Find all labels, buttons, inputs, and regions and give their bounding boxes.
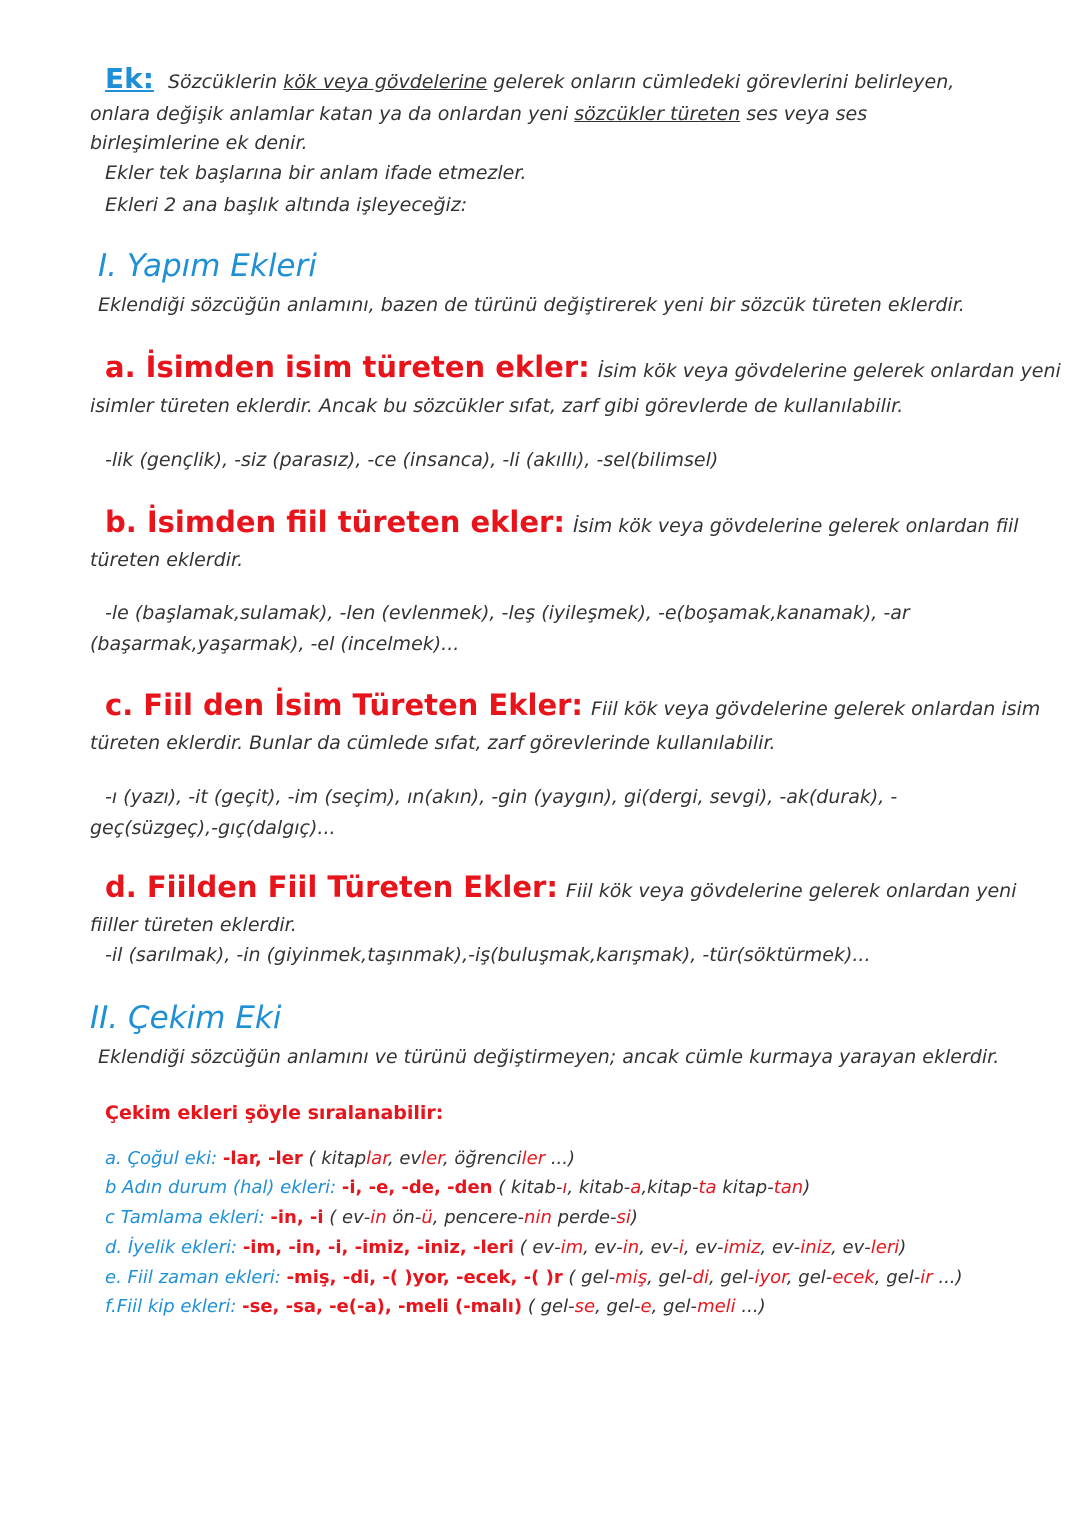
cekim-list-title: Çekim ekleri şöyle sıralanabilir:: [105, 1102, 444, 1124]
cekim-item-segment: miş: [615, 1267, 648, 1288]
cekim-item-segment: ...): [932, 1267, 963, 1288]
subsection-c-examples-1: -ı (yazı), -it (geçit), -im (seçim), ın(akın), -gin (yaygın), gi(dergi, sevgi), -ak(durak), -: [105, 786, 898, 808]
intro-line-3: birleşimlerine ek denir.: [90, 132, 308, 154]
cekim-item-segment: in: [622, 1237, 640, 1258]
cekim-item-segment: ( kitab-: [492, 1177, 563, 1198]
cekim-list-item: [105, 1148, 575, 1169]
cekim-item-segment: ( kitap: [302, 1148, 367, 1169]
cekim-item-segment: nin: [524, 1207, 552, 1228]
cekim-item-segment: ( ev-: [513, 1237, 561, 1258]
cekim-item-segment: ler: [421, 1148, 443, 1169]
cekim-item-segment: ...): [545, 1148, 576, 1169]
subsection-a-heading: a. İsimden isim türeten ekler:: [105, 350, 590, 384]
cekim-item-segment: ( gel-: [522, 1296, 575, 1317]
subsection-c-line-2: türeten eklerdir. Bunlar da cümlede sıfat, zarf görevlerinde kullanılabilir.: [90, 732, 776, 754]
cekim-item-segment: , ev-: [683, 1237, 724, 1258]
subsection-a-examples: -lik (gençlik), -siz (parasız), -ce (insanca), -li (akıllı), -sel(bilimsel): [105, 449, 719, 471]
cekim-item-segment: ): [803, 1177, 811, 1198]
subsection-c-heading: c. Fiil den İsim Türeten Ekler:: [105, 688, 584, 722]
cekim-item-segment: meli: [697, 1296, 736, 1317]
subsection-a-line-2: isimler türeten eklerdir. Ancak bu sözcükler sıfat, zarf gibi görevlerde de kullanılabilir.: [90, 395, 904, 417]
cekim-item-segment: tan: [773, 1177, 804, 1198]
cekim-item-segment: , öğrenci: [442, 1148, 522, 1169]
cekim-list-item: [105, 1177, 810, 1198]
cekim-item-segment: a: [630, 1177, 642, 1198]
cekim-item-segment: , pencere-: [432, 1207, 525, 1228]
ek-label: Ek:: [105, 62, 154, 95]
cekim-item-segment: di: [692, 1267, 709, 1288]
cekim-item-segment: -i, -e, -de, -den: [341, 1177, 493, 1198]
subsection-b-heading: b. İsimden fiil türeten ekler:: [105, 505, 565, 539]
subsection-b-examples-1: -le (başlamak,sulamak), -len (evlenmek), -leş (iyileşmek), -e(boşamak,kanamak), -ar: [105, 602, 910, 624]
subsection-d-heading: d. Fiilden Fiil Türeten Ekler:: [105, 870, 558, 904]
cekim-item-segment: e: [640, 1296, 652, 1317]
cekim-item-segment: -miş, -di, -( )yor, -ecek, -( )r: [286, 1267, 563, 1288]
subsection-d-line-2: fiiller türeten eklerdir.: [90, 914, 297, 936]
cekim-item-segment: se: [574, 1296, 596, 1317]
cekim-item-segment: perde-: [551, 1207, 617, 1228]
cekim-item-segment: b Adın durum (hal) ekleri:: [105, 1177, 342, 1198]
section-title-yapim: I. Yapım Ekleri: [98, 248, 317, 284]
cekim-item-segment: iyor: [754, 1267, 787, 1288]
cekim-item-segment: -in, -i: [270, 1207, 324, 1228]
cekim-list-item: [105, 1296, 766, 1317]
cekim-item-segment: ): [630, 1207, 638, 1228]
cekim-item-segment: a. Çoğul eki:: [105, 1148, 223, 1169]
cekim-item-segment: , ev-: [760, 1237, 801, 1258]
cekim-item-segment: lar: [366, 1148, 388, 1169]
cekim-item-segment: e. Fiil zaman ekleri:: [105, 1267, 287, 1288]
cekim-item-segment: d. İyelik ekleri:: [105, 1237, 243, 1258]
cekim-item-segment: ü: [421, 1207, 433, 1228]
cekim-item-segment: ta: [698, 1177, 717, 1198]
cekim-item-segment: , ev-: [639, 1237, 679, 1258]
subsection-b-line-2: türeten eklerdir.: [90, 549, 244, 571]
intro-line-2: onlara değişik anlamlar katan ya da onlardan yeni sözcükler türeten ses veya ses: [90, 103, 868, 125]
cekim-item-segment: im: [560, 1237, 584, 1258]
cekim-item-segment: , kitab-: [567, 1177, 631, 1198]
subsection-d-examples: -il (sarılmak), -in (giyinmek,taşınmak),-iş(buluşmak,karışmak), -tür(söktürmek)...: [105, 944, 871, 966]
subsection-b-line-1: b. İsimden fiil türeten ekler: İsim kök veya gövdelerine gelerek onlardan fiil: [105, 505, 1019, 539]
cekim-item-segment: in: [370, 1207, 387, 1228]
subsection-c-examples-2: geç(süzgeç),-gıç(dalgıç)...: [90, 817, 336, 839]
cekim-item-segment: ön-: [386, 1207, 422, 1228]
cekim-item-segment: , gel-: [874, 1267, 921, 1288]
intro-line-5: Ekleri 2 ana başlık altında işleyeceğiz:: [105, 194, 468, 216]
cekim-item-segment: , gel-: [595, 1296, 641, 1317]
cekim-item-segment: leri: [870, 1237, 900, 1258]
cekim-item-segment: ı: [562, 1177, 568, 1198]
cekim-item-segment: ler: [521, 1148, 546, 1169]
cekim-item-segment: ( ev-: [323, 1207, 371, 1228]
cekim-item-segment: ir: [920, 1267, 933, 1288]
cekim-item-segment: , gel-: [647, 1267, 693, 1288]
subsection-a-line-1: a. İsimden isim türeten ekler: İsim kök veya gövdelerine gelerek onlardan yeni: [105, 350, 1061, 384]
cekim-item-segment: , ev-: [831, 1237, 871, 1258]
cekim-item-segment: , gel-: [651, 1296, 698, 1317]
cekim-item-segment: , gel-: [786, 1267, 833, 1288]
cekim-item-segment: ( gel-: [562, 1267, 616, 1288]
cekim-item-segment: ,kitap-: [641, 1177, 699, 1198]
cekim-item-segment: ): [899, 1237, 907, 1258]
cekim-item-segment: -lar, -ler: [222, 1148, 303, 1169]
cekim-item-segment: ecek: [832, 1267, 875, 1288]
cekim-list-item: [105, 1207, 638, 1228]
intro-line-1: Ek: Sözcüklerin kök veya gövdelerine gelerek onların cümledeki görevlerini belirleyen,: [105, 62, 955, 95]
cekim-item-segment: , ev: [387, 1148, 422, 1169]
cekim-item-segment: c Tamlama ekleri:: [105, 1207, 271, 1228]
cekim-item-segment: -se, -sa, -e(-a), -meli (-malı): [242, 1296, 523, 1317]
subsection-d-line-1: d. Fiilden Fiil Türeten Ekler: Fiil kök veya gövdelerine gelerek onlardan yeni: [105, 870, 1017, 904]
cekim-item-segment: -im, -in, -i, -imiz, -iniz, -leri: [242, 1237, 514, 1258]
kok-veya-govde-underlined: kök veya gövdelerine: [283, 71, 488, 93]
cekim-item-segment: imiz: [723, 1237, 761, 1258]
cekim-list-item: [105, 1237, 906, 1258]
yapim-desc: Eklendiği sözcüğün anlamını, bazen de türünü değiştirerek yeni bir sözcük türeten eklerdir.: [98, 294, 965, 316]
sozcukler-tureten-underlined: sözcükler türeten: [574, 103, 741, 125]
section-title-cekim: II. Çekim Eki: [90, 1000, 282, 1036]
intro-line-4: Ekler tek başlarına bir anlam ifade etmezler.: [105, 162, 527, 184]
cekim-item-segment: kitap-: [716, 1177, 774, 1198]
cekim-item-segment: si: [616, 1207, 631, 1228]
subsection-b-examples-2: (başarmak,yaşarmak), -el (incelmek)...: [90, 633, 460, 655]
cekim-list-item: [105, 1267, 963, 1288]
cekim-item-segment: f.Fiil kip ekleri:: [105, 1296, 243, 1317]
subsection-c-line-1: c. Fiil den İsim Türeten Ekler: Fiil kök veya gövdelerine gelerek onlardan isim: [105, 688, 1041, 722]
cekim-item-segment: iniz: [800, 1237, 832, 1258]
cekim-item-segment: i: [678, 1237, 684, 1258]
cekim-item-segment: , ev-: [583, 1237, 623, 1258]
cekim-desc: Eklendiği sözcüğün anlamını ve türünü değiştirmeyen; ancak cümle kurmaya yarayan eklerdir.: [98, 1046, 1000, 1068]
cekim-item-segment: , gel-: [708, 1267, 755, 1288]
cekim-item-segment: ...): [735, 1296, 766, 1317]
